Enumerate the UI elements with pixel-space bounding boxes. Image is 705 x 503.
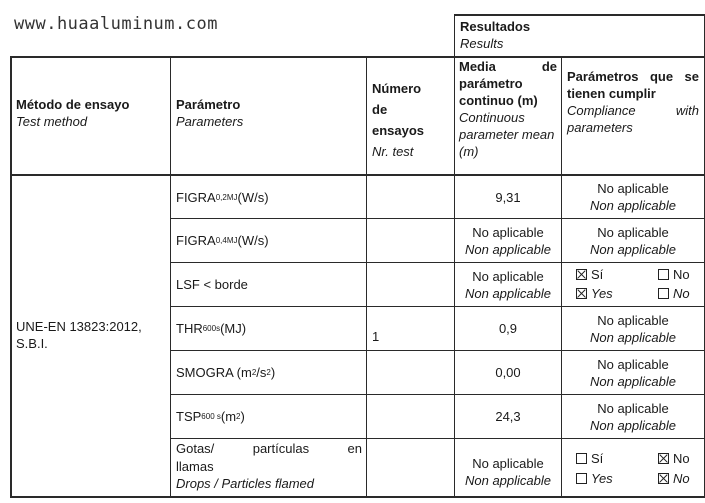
param-es-word: llamas [176,458,214,474]
mean-es: No aplicable [472,224,544,240]
param-es-word: partículas [252,441,310,456]
mean-header [459,58,557,160]
param-superscript: 2 [236,412,241,421]
comp-en: Non applicable [589,329,676,345]
param-subscript: 600s [202,324,221,333]
param-tsp [176,395,362,438]
mean-drops [455,448,561,496]
comp-es: No aplicable [597,400,669,416]
param-text: TSP [176,409,202,424]
param-unit: (MJ) [220,321,247,336]
table-line [170,438,705,439]
param-text: THR [176,321,203,336]
results-header [460,18,700,56]
mean-figra-04 [455,219,561,262]
comp-thr [562,307,704,350]
param-subscript: 600 s [201,412,221,421]
comp-es: No aplicable [597,224,669,240]
param-lsf: LSF < borde [176,277,248,292]
param-figra-04 [176,219,362,262]
mean-en: Non applicable [464,285,551,301]
method-header-es: Método de ensayo [16,97,130,112]
parameter-header-en: Parameters [176,114,244,129]
comp-drops [576,450,700,490]
param-subscript: 0,4MJ [215,236,238,245]
param-en: Drops / Particles flamed [176,476,314,491]
param-superscript: 2 [251,368,257,377]
results-header-en: Results [460,36,504,51]
mean-en: Non applicable [464,473,551,488]
comp-tsp [562,395,704,438]
param-es-word: Gotas/ [176,441,215,456]
check-no-en: No [673,286,690,301]
param-thr [176,307,362,350]
mean-tsp: 24,3 [495,409,521,424]
check-yes-es: Sí [591,451,604,466]
param-text: FIGRA [176,189,216,205]
check-yes-en: Yes [591,286,613,301]
mean-es: No aplicable [472,456,544,471]
results-header-es: Resultados [460,19,531,34]
comp-es: No aplicable [597,312,669,328]
mean-header-es: Media de parámetro continuo (m) [459,59,557,108]
checked-box-icon[interactable] [658,453,669,464]
param-superscript: 2 [266,368,271,377]
checked-box-icon[interactable] [658,473,669,484]
mean-figra-02: 9,31 [495,189,521,205]
mean-lsf [455,263,561,306]
compliance-header-en: Compliance with parameters [567,103,699,135]
comp-en: Non applicable [589,417,676,433]
mean-en: Non applicable [464,241,551,257]
method-value: UNE-EN 13823:2012, S.B.I. [16,319,142,351]
watermark: www.huaaluminum.com [14,14,218,34]
param-text-mid: /s [256,365,267,380]
param-figra-02 [176,176,362,218]
param-drops [176,440,362,496]
table-line [454,14,705,16]
mean-es: No aplicable [472,268,544,284]
checked-box-icon[interactable] [576,269,587,280]
method-header-en: Test method [16,114,88,129]
table-line [10,496,705,498]
parameter-header [176,96,362,130]
table-line [366,56,367,498]
comp-figra-02 [562,176,704,218]
checked-box-icon[interactable] [576,288,587,299]
comp-figra-04 [562,219,704,262]
num-tests-value: 1 [372,329,380,344]
comp-smogra [562,351,704,394]
table-line [10,56,705,58]
param-text: FIGRA [176,233,216,248]
mean-header-en: Continuous parameter mean (m) [459,110,555,159]
checkbox-icon[interactable] [658,269,669,280]
checkbox-icon[interactable] [658,288,669,299]
num-tests-header [372,78,452,162]
compliance-header-es: Parámetros que se tienen cumplir [567,69,699,101]
table-line [10,56,12,498]
checkbox-icon[interactable] [576,473,587,484]
comp-es: No aplicable [597,181,669,196]
table-line [170,56,171,498]
check-no-en: No [673,471,690,486]
param-unit: (W/s) [237,233,269,248]
check-yes-en: Yes [591,471,613,486]
compliance-header [567,68,699,136]
param-end: ) [240,409,245,424]
comp-en: Non applicable [589,373,676,389]
check-no-es: No [673,451,690,466]
param-es-word: en [347,441,362,456]
param-subscript: 0,2MJ [215,192,238,202]
checkbox-icon[interactable] [576,453,587,464]
param-unit: ) [270,365,276,380]
comp-en: Non applicable [589,241,676,257]
parameter-header-es: Parámetro [176,97,241,112]
comp-en: Non applicable [589,198,676,213]
mean-thr: 0,9 [498,321,518,336]
mean-smogra: 0,00 [495,365,521,380]
comp-lsf [576,266,700,304]
param-smogra [176,351,362,394]
param-text: SMOGRA (m [176,365,252,380]
num-tests-header-es: Número de ensayos [372,81,425,138]
num-tests-header-en: Nr. test [372,144,414,159]
check-no-es: No [673,267,690,282]
param-unit: (m [220,409,237,424]
check-yes-es: Sí [591,267,604,282]
method-header [16,96,166,130]
comp-es: No aplicable [597,356,669,372]
param-unit: (W/s) [237,189,269,205]
